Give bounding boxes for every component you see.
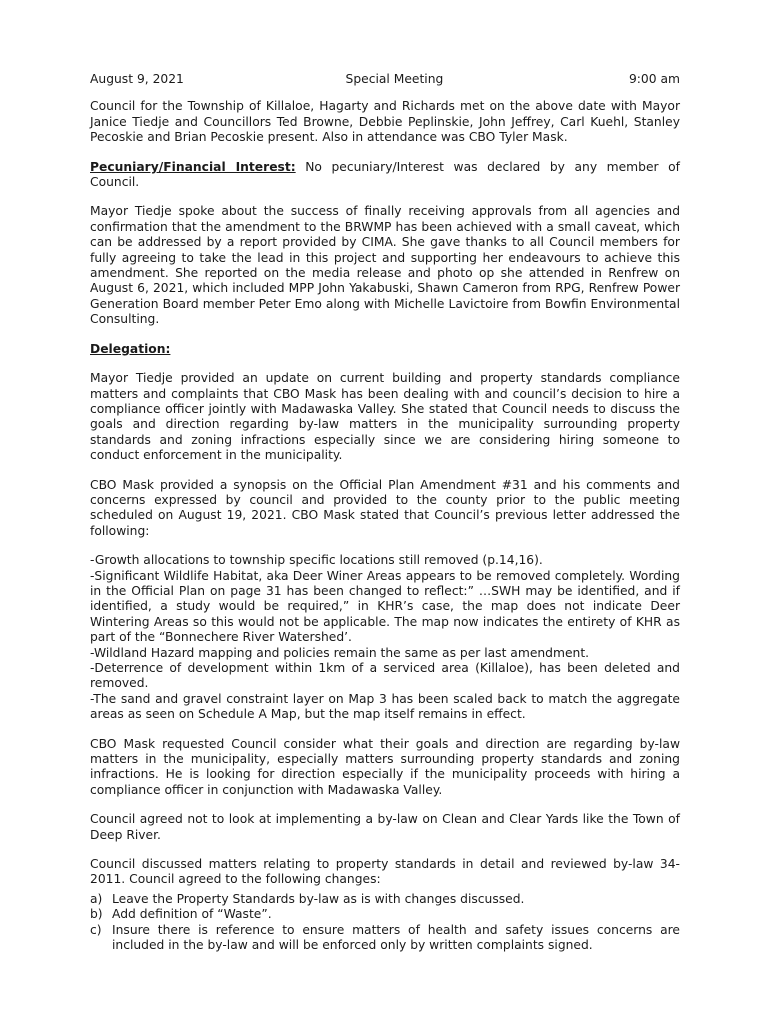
meeting-type: Special Meeting <box>345 72 444 86</box>
concern-item: -The sand and gravel constraint layer on Map 3 has been scaled back to match the aggregate areas as seen on Schedule A Map, but the map itself remains in effect. <box>90 691 680 722</box>
body-paragraph: CBO Mask requested Council consider what their goals and direction are regarding by-law matters in the municipality, especially matters surrounding property standards and zoning infractions. He is looking for direction especially if the municipality proceeds with hiring a compliance officer in conjunction with Madawaska Valley. <box>90 736 680 797</box>
change-marker: c) <box>90 922 102 937</box>
pecuniary-text: No pecuniary/Interest was declared by any member of Council. <box>90 159 680 190</box>
concern-item: -Growth allocations to township specific locations still removed (p.14,16). <box>90 553 543 568</box>
concern-item: -Significant Wildlife Habitat, aka Deer Winer Areas appears to be removed completely. Wording in the Official Plan on page 31 has been changed to reflect:” …SWH may be identified, and if identified, a study would be required,” in KHR’s case, the map does not indicate Deer Wintering Areas so this would not be applicable. The map now indicates the entirety of KHR as part of the “Bonnechere River Watershed’. <box>90 568 680 645</box>
pecuniary-paragraph <box>90 160 680 191</box>
change-item <box>90 907 680 922</box>
body-paragraph: Council discussed matters relating to property standards in detail and reviewed by-law 34-2011. Council agreed to the following changes: <box>90 857 680 887</box>
change-marker: a) <box>90 891 103 906</box>
change-item <box>90 923 680 954</box>
meeting-header <box>90 72 680 87</box>
minutes-page <box>90 72 680 954</box>
mayor-update-paragraph: Mayor Tiedje spoke about the success of finally receiving approvals from all agencies and confirmation that the amendment to the BRWMP has been achieved with a small caveat, which can be addressed by a report provided by CIMA. She gave thanks to all Council members for fully agreeing to take the lead in this project and supporting her endeavours to achieve this amendment. She reported on the media release and photo op she attended in Renfrew on August 6, 2021, which included MPP John Yakabuski, Shawn Cameron from RPG, Renfrew Power Generation Board member Peter Emo along with Michelle Lavictoire from Bowfin Environmental Consulting. <box>90 204 680 327</box>
delegation-heading: Delegation: <box>90 341 171 356</box>
concern-item: -Deterrence of development within 1km of a serviced area (Killaloe), has been deleted and removed. <box>90 661 680 691</box>
concern-item: -Wildland Hazard mapping and policies remain the same as per last amendment. <box>90 645 590 660</box>
body-paragraph: CBO Mask provided a synopsis on the Official Plan Amendment #31 and his comments and concerns expressed by council and provided to the county prior to the public meeting scheduled on August 19, 2021. CBO Mask stated that Council’s previous letter addressed the following: <box>90 477 680 538</box>
body-paragraph: Council agreed not to look at implementing a by-law on Clean and Clear Yards like the Town of Deep River. <box>90 812 680 842</box>
change-marker: b) <box>90 907 103 922</box>
body-paragraph: Mayor Tiedje provided an update on current building and property standards compliance matters and complaints that CBO Mask has been dealing with and council’s decision to hire a compliance officer jointly with Madawaska Valley. She stated that Council needs to discuss the goals and direction regarding by-law matters in the municipality surrounding property standards and zoning infractions especially since we are considering hiring someone to conduct enforcement in the municipality. <box>90 371 680 463</box>
change-item <box>90 892 680 907</box>
change-text: Insure there is reference to ensure matters of health and safety issues concerns are included in the by-law and will be enforced only by written complaints signed. <box>112 922 680 953</box>
meeting-date: August 9, 2021 <box>90 72 184 86</box>
changes-list <box>90 892 680 954</box>
meeting-time: 9:00 am <box>628 72 680 86</box>
concerns-list <box>90 553 680 722</box>
change-text: Leave the Property Standards by-law as is with changes discussed. <box>112 891 525 906</box>
attendance-paragraph: Council for the Township of Killaloe, Hagarty and Richards met on the above date with Mayor Janice Tiedje and Councillors Ted Browne, Debbie Peplinskie, John Jeffrey, Carl Kuehl, Stanley Pecoskie and Brian Pecoskie present. Also in attendance was CBO Tyler Mask. <box>90 99 680 145</box>
pecuniary-heading: Pecuniary/Financial Interest: <box>90 159 296 174</box>
change-text: Add definition of “Waste”. <box>112 907 272 922</box>
